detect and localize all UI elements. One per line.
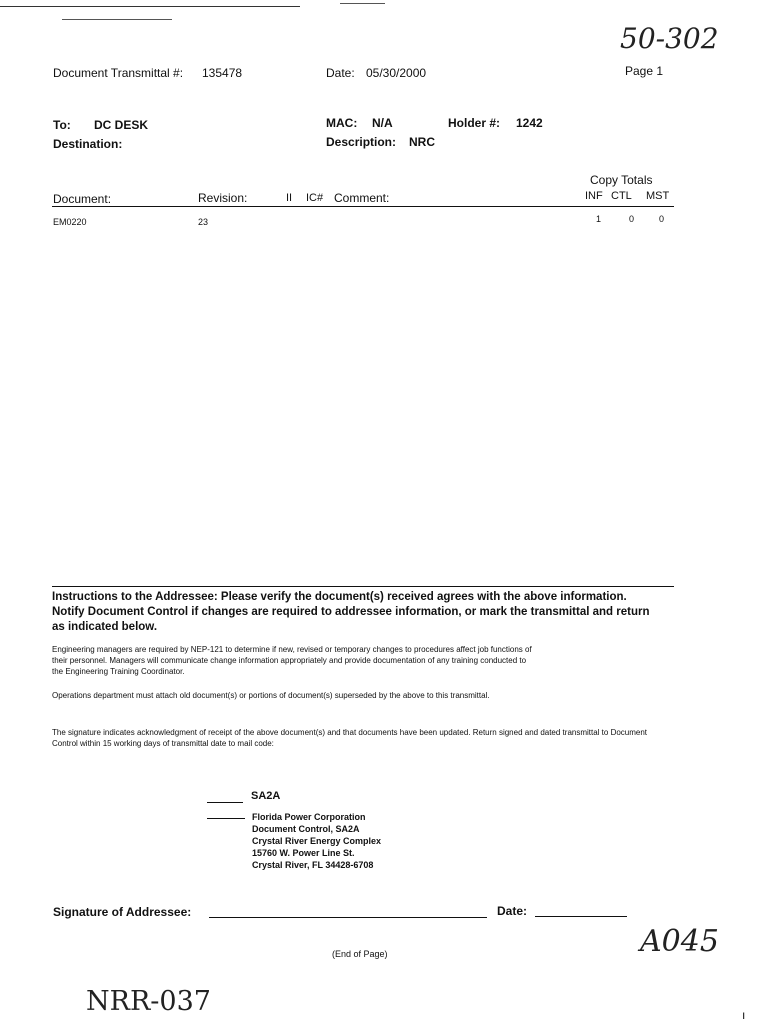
holder-value: 1242 <box>516 116 543 130</box>
handwritten-code: A045 <box>640 924 719 959</box>
instructions-top-rule <box>52 586 674 587</box>
table-header-rule <box>52 206 674 207</box>
signature-label: Signature of Addressee: <box>53 905 192 919</box>
holder-label: Holder #: <box>448 116 501 130</box>
scan-mark-bottom-right: ı <box>742 1008 746 1022</box>
column-inf: INF <box>585 190 603 202</box>
signature-date-line[interactable] <box>535 916 627 917</box>
column-comment: Comment: <box>334 191 390 205</box>
mail-code-checkline <box>207 802 243 803</box>
address-line: Crystal River, FL 34428-6708 <box>252 860 374 870</box>
row-revision: 23 <box>198 217 209 227</box>
handwritten-docket-number: 50-302 <box>620 22 719 55</box>
signature-line[interactable] <box>209 917 487 918</box>
address-checkline <box>207 818 245 819</box>
scan-mark-top-left <box>0 6 300 7</box>
scan-mark-top-small <box>62 19 172 20</box>
row-inf: 1 <box>596 214 602 224</box>
column-ctl: CTL <box>611 190 632 202</box>
column-document: Document: <box>53 192 112 206</box>
scan-mark-top-right <box>340 3 385 4</box>
instructions-paragraph-operations: Operations department must attach old document(s) or portions of document(s) superseded by the above to this transmittal. <box>52 691 490 700</box>
column-ic: IC# <box>306 192 324 204</box>
description-label: Description: <box>326 135 397 149</box>
transmittal-label: Document Transmittal #: <box>53 66 184 80</box>
mac-label: MAC: <box>326 116 358 130</box>
signature-date-label: Date: <box>497 904 528 918</box>
mail-code: SA2A <box>251 790 281 802</box>
date-label: Date: <box>326 66 355 80</box>
address-line: Document Control, SA2A <box>252 824 360 834</box>
address-line: 15760 W. Power Line St. <box>252 848 355 858</box>
to-label: To: <box>53 118 71 132</box>
row-mst: 0 <box>659 214 665 224</box>
page-number: Page 1 <box>625 64 664 78</box>
column-mst: MST <box>646 190 670 202</box>
address-line: Florida Power Corporation <box>252 812 366 822</box>
row-document: EM0220 <box>53 217 87 227</box>
instructions-paragraph-training: Engineering managers are required by NEP-121 to determine if new, revised or temporary changes to procedures affect job functions of their personnel. Managers will communicate change information appropriately and provide documentation of any training conducted to the Engineering Training Coordinator. <box>52 645 532 676</box>
column-ii: II <box>286 192 293 204</box>
transmittal-number: 135478 <box>202 66 243 80</box>
date-value: 05/30/2000 <box>366 66 427 80</box>
column-revision: Revision: <box>198 191 248 205</box>
handwritten-reference: NRR-037 <box>86 986 211 1017</box>
row-ctl: 0 <box>629 214 635 224</box>
instructions-heading: Instructions to the Addressee: Please verify the document(s) received agrees with the above information. Notify Document Control if changes are required to addressee information, or mark the transmittal and return as indicated below. <box>52 591 650 633</box>
description-value: NRC <box>409 135 435 149</box>
address-line: Crystal River Energy Complex <box>252 836 382 846</box>
end-of-page: (End of Page) <box>332 949 388 959</box>
instructions-paragraph-return: The signature indicates acknowledgment of receipt of the above document(s) and that documents have been updated. Return signed and dated transmittal to Document Control within 15 working days of transmittal date to mail code: <box>52 728 648 748</box>
copy-totals-heading: Copy Totals <box>590 173 653 187</box>
destination-label: Destination: <box>53 137 123 151</box>
to-value: DC DESK <box>94 118 149 132</box>
mac-value: N/A <box>372 116 393 130</box>
